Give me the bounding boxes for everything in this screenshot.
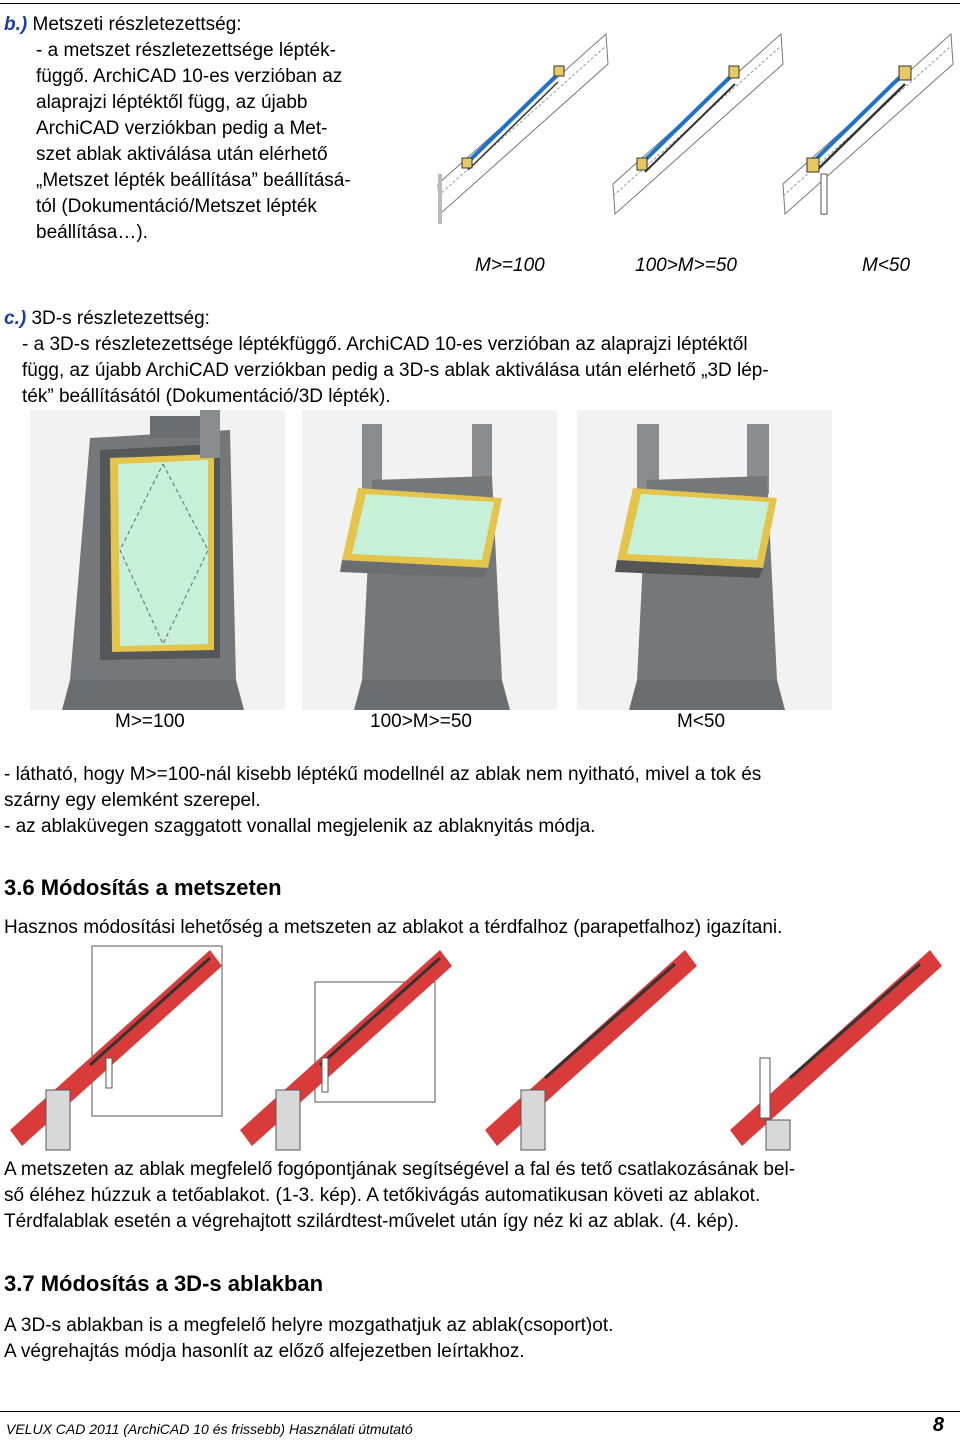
section-c-note: - látható, hogy M>=100-nál kisebb léptékű modellnél az ablak nem nyitható, mivel a tok és xyxy=(4,764,762,785)
section-c-notes xyxy=(4,762,954,840)
section-3-6-line: A metszeten az ablak megfelelő fogópontjának segítségével a fal és tető csatlakozásának bel- xyxy=(4,1159,796,1180)
section-detail-m100 xyxy=(438,34,608,224)
3d-window-m50 xyxy=(302,410,557,710)
section-b-line: „Metszet lépték beállítása” beállításá- xyxy=(36,170,351,191)
section-c-line: - a 3D-s részletezettsége léptékfüggő. ArchiCAD 10-es verzióban az alaprajzi léptéktől xyxy=(22,334,748,355)
section-b-caption-1: M>=100 xyxy=(475,255,545,276)
section-b-line: beállítása…). xyxy=(36,222,148,243)
page-number: 8 xyxy=(932,1414,944,1436)
section-b-line: függő. ArchiCAD 10-es verzióban az xyxy=(36,66,343,87)
section-b-line: - a metszet részletezettsége lépték- xyxy=(36,40,336,61)
knee-wall-section-4 xyxy=(730,950,942,1150)
section-3-6-line: Térdfalablak esetén a végrehajtott szilárdtest-művelet után így néz ki az ablak. (4. kép). xyxy=(4,1211,740,1232)
section-c-caption-1: M>=100 xyxy=(115,711,185,732)
footer-rule xyxy=(0,1411,960,1412)
top-rule xyxy=(0,3,960,4)
knee-wall-section-3 xyxy=(485,950,697,1150)
3d-window-renderings xyxy=(30,410,835,710)
section-c-title: 3D-s részletezettség: xyxy=(31,308,210,329)
section-c-note: - az ablaküvegen szaggatott vonallal megjelenik az ablaknyitás módja. xyxy=(4,816,596,837)
section-c-caption-3: M<50 xyxy=(677,711,726,732)
section-3-7-line: A végrehajtás módja hasonlít az előző alfejezetben leírtakhoz. xyxy=(4,1341,525,1362)
knee-wall-section-2 xyxy=(240,950,452,1150)
section-detail-m-small xyxy=(783,34,953,214)
section-c-caption-2: 100>M>=50 xyxy=(370,711,472,732)
section-c-label: c.) xyxy=(4,308,27,329)
section-b-line: alaprajzi léptéktől függ, az újabb xyxy=(36,92,308,113)
3d-window-m100 xyxy=(30,410,285,710)
section-c-note: szárny egy elemként szerepel. xyxy=(4,790,261,811)
section-b-title: Metszeti részletezettség: xyxy=(32,14,242,35)
section-detail-drawings xyxy=(436,24,956,234)
section-3-6-line: ső éléhez húzzuk a tetőablakot. (1-3. kép). A tetőkivágás automatikusan követi az ablakot. xyxy=(4,1185,761,1206)
heading-3-7: 3.7 Módosítás a 3D-s ablakban xyxy=(4,1271,324,1296)
section-b-label: b.) xyxy=(4,14,28,35)
section-b-caption-3: M<50 xyxy=(862,255,911,276)
section-detail-m50 xyxy=(613,34,783,214)
3d-window-m-small xyxy=(577,410,832,710)
knee-wall-sections xyxy=(10,940,950,1152)
section-c-line: függ, az újabb ArchiCAD verziókban pedig a 3D-s ablak aktiválása után elérhető „3D lép- xyxy=(22,360,769,381)
section-b-line: tól (Dokumentáció/Metszet lépték xyxy=(36,196,317,217)
section-b-caption-2: 100>M>=50 xyxy=(635,255,737,276)
section-3-7-body xyxy=(4,1313,954,1365)
knee-wall-section-1 xyxy=(10,946,222,1150)
section-3-6-intro: Hasznos módosítási lehetőség a metszeten az ablakot a térdfalhoz (parapetfalhoz) igazítani. xyxy=(4,917,783,938)
section-3-7-line: A 3D-s ablakban is a megfelelő helyre mozgathatjuk az ablak(csoport)ot. xyxy=(4,1315,614,1336)
section-b-line: ArchiCAD verziókban pedig a Met- xyxy=(36,118,328,139)
section-b-line: szet ablak aktiválása után elérhető xyxy=(36,144,328,165)
section-c-line: ték” beállításától (Dokumentáció/3D lépték). xyxy=(22,386,391,407)
section-b-text xyxy=(4,12,434,246)
section-3-6-body xyxy=(4,1157,959,1235)
footer-text: VELUX CAD 2011 (ArchiCAD 10 és frissebb) Használati útmutató xyxy=(6,1421,413,1437)
heading-3-6: 3.6 Módosítás a metszeten xyxy=(4,875,282,900)
section-c-text xyxy=(4,306,954,410)
